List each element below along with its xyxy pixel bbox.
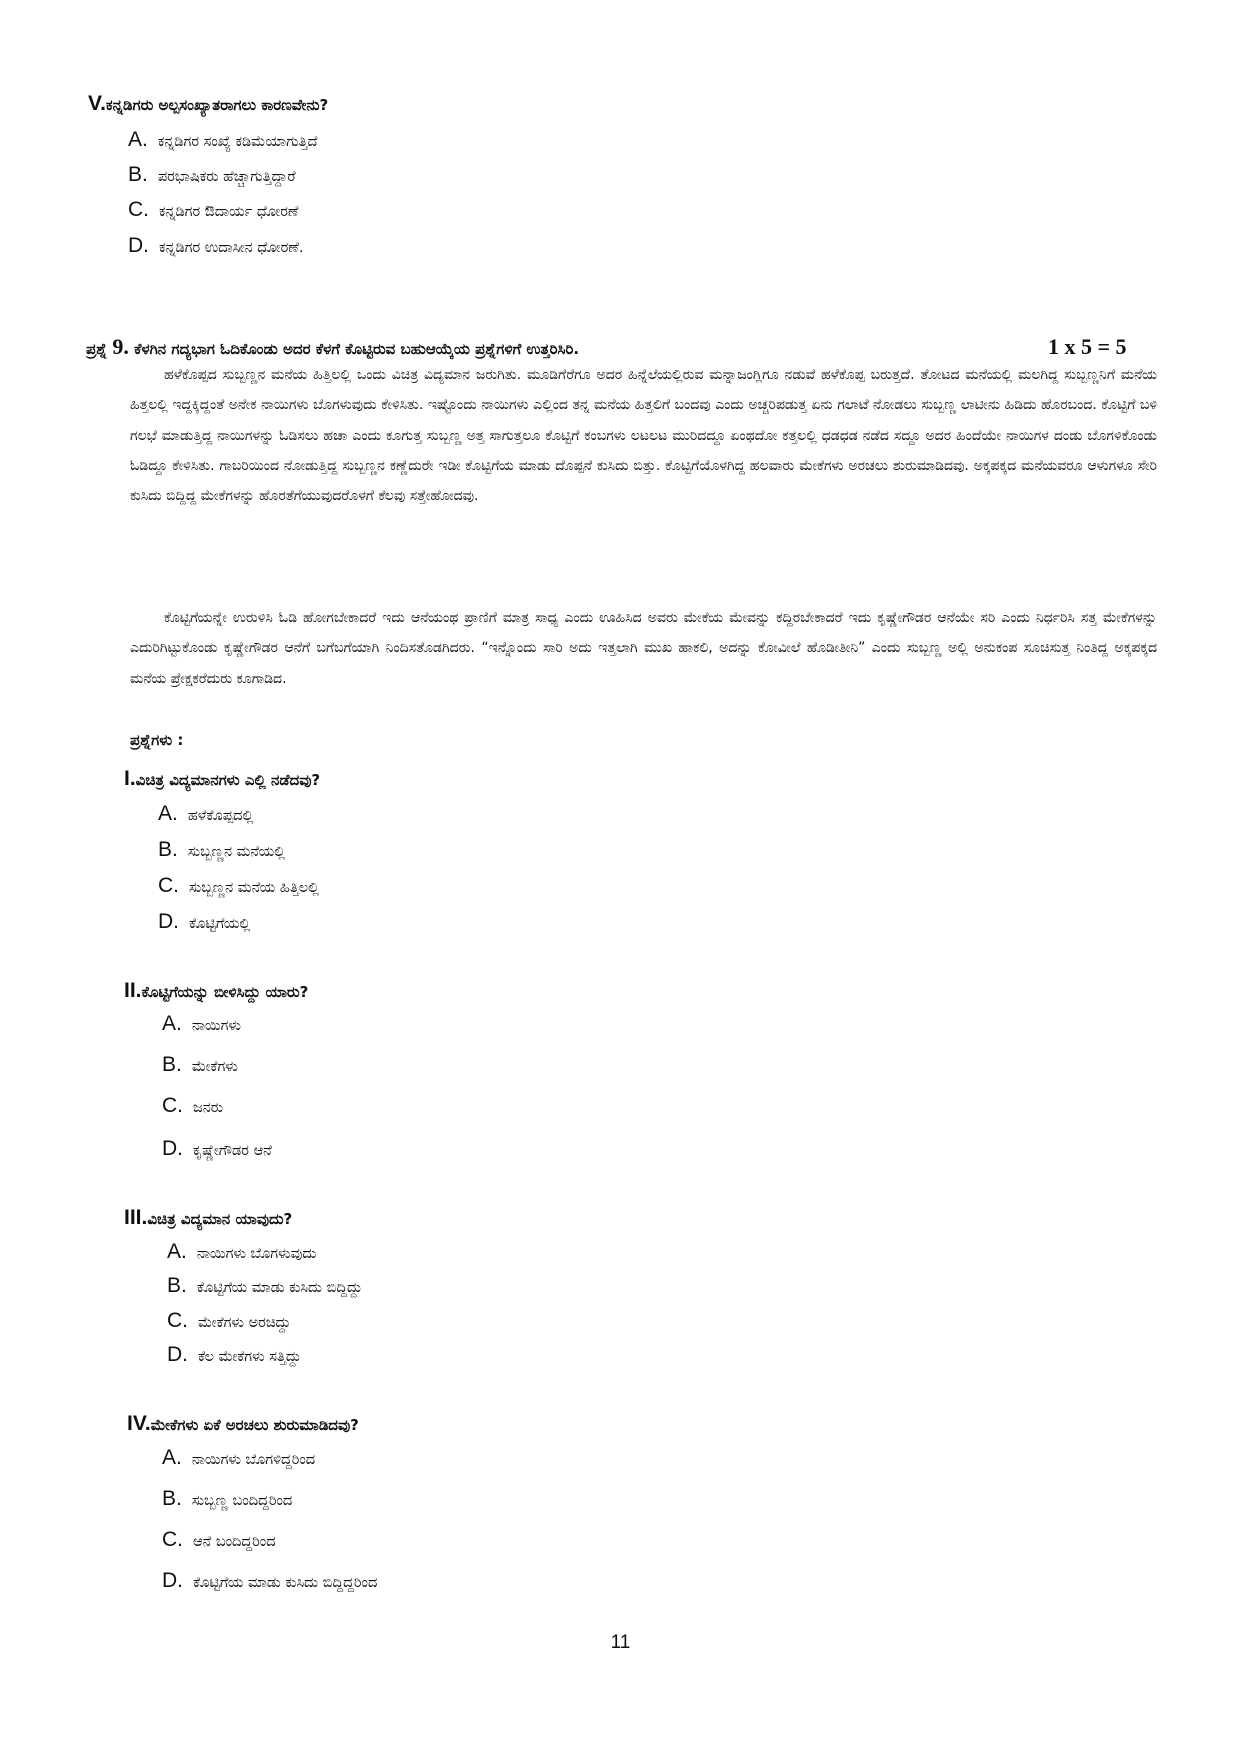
option-letter: C.	[162, 1094, 183, 1117]
option-letter: C.	[158, 874, 179, 897]
option-text: ಕೊಟ್ಟಿಗೆಯಲ್ಲಿ	[189, 916, 251, 932]
question-9-label	[86, 334, 580, 359]
question-text: ಮೇಕೆಗಳು ಏಕೆ ಅರಚಲು ಶುರುಮಾಡಿದವು?	[150, 1416, 359, 1434]
option-text: ಸುಬ್ಬಣ್ಣ ಬಂದಿದ್ದರಿಂದ	[191, 1493, 293, 1509]
option-letter: D.	[162, 1137, 183, 1160]
option-d	[128, 234, 303, 258]
option-text: ಕೃಷ್ಣೇಗೌಡರ ಆನೆ	[193, 1143, 272, 1159]
option-letter: C.	[128, 198, 149, 221]
option-b	[162, 1053, 238, 1077]
option-text: ಮೇಕೆಗಳು ಅರಚಿದ್ದು	[198, 1315, 291, 1331]
option-text: ನಾಯಿಗಳು ಬೊಗಳುವುದು	[196, 1246, 317, 1262]
option-d	[167, 1343, 301, 1367]
marks-scheme: 1 x 5 = 5	[1048, 334, 1127, 359]
option-b	[128, 163, 296, 187]
option-letter: A.	[162, 1012, 182, 1035]
option-letter: D.	[167, 1343, 188, 1366]
option-text: ಸುಬ್ಬಣ್ಣನ ಮನೆಯಲ್ಲಿ	[187, 844, 286, 860]
option-letter: B.	[158, 838, 178, 861]
question-number: I.	[124, 767, 136, 790]
question-text: ಕನ್ನಡಿಗರು ಅಲ್ಪಸಂಖ್ಯಾತರಾಗಲು ಕಾರಣವೇನು?	[105, 96, 329, 114]
option-b	[158, 838, 285, 862]
option-letter: C.	[167, 1309, 188, 1332]
question-number: 9.	[112, 334, 129, 359]
option-letter: A.	[167, 1240, 187, 1263]
option-d	[162, 1137, 272, 1161]
option-text: ಹಳೆಕೊಪ್ಪದಲ್ಲಿ	[187, 808, 254, 824]
option-text: ಕೊಟ್ಟಿಗೆಯ ಮಾಡು ಕುಸಿದು ಬಿದ್ದಿದ್ದು	[196, 1280, 363, 1296]
sub-question-iv-heading	[127, 1412, 359, 1436]
option-letter: D.	[128, 234, 149, 257]
option-text: ಕನ್ನಡಿಗರ ಔದಾರ್ಯ ಧೋರಣೆ	[159, 204, 299, 220]
sub-question-iii-heading	[124, 1206, 292, 1230]
option-text: ಕನ್ನಡಿಗರ ಸಂಖ್ಯೆ ಕಡಿಮೆಯಾಗುತ್ತಿದೆ	[157, 134, 318, 150]
option-a	[162, 1446, 315, 1470]
option-b	[167, 1274, 362, 1298]
option-letter: A.	[162, 1446, 182, 1469]
option-text: ನಾಯಿಗಳು ಬೊಗಳಿದ್ದರಿಂದ	[191, 1452, 316, 1468]
option-text: ಕೊಟ್ಟಿಗೆಯ ಮಾಡು ಕುಸಿದು ಬಿದ್ದಿದ್ದರಿಂದ	[193, 1575, 378, 1591]
option-letter: D.	[162, 1569, 183, 1592]
question-instruction: ಕೆಳಗಿನ ಗದ್ಯಭಾಗ ಓದಿಕೊಂಡು ಅದರ ಕೆಳಗೆ ಕೊಟ್ಟಿರುವ ಬಹುಆಯ್ಕೆಯ ಪ್ರಶ್ನೆಗಳಿಗೆ ಉತ್ತರಿಸಿರಿ.	[134, 340, 580, 358]
option-letter: B.	[167, 1274, 187, 1297]
option-letter: B.	[162, 1487, 182, 1510]
option-d	[158, 910, 250, 934]
question-number: IV.	[127, 1412, 151, 1435]
option-a	[167, 1240, 316, 1264]
option-letter: B.	[162, 1053, 182, 1076]
option-a	[128, 128, 318, 152]
option-letter: A.	[128, 128, 148, 151]
option-a	[158, 802, 253, 826]
option-b	[162, 1487, 292, 1511]
question-word: ಪ್ರಶ್ನೆ	[86, 340, 108, 358]
option-text: ನಾಯಿಗಳು	[191, 1018, 241, 1034]
question-number: II.	[124, 979, 142, 1002]
option-text: ಕನ್ನಡಿಗರ ಉದಾಸೀನ ಧೋರಣೆ.	[159, 240, 304, 256]
option-text: ಕೆಲ ಮೇಕೆಗಳು ಸತ್ತಿದ್ದು	[198, 1349, 302, 1365]
option-c	[162, 1528, 276, 1552]
question-text: ವಿಚಿತ್ರ ವಿದ್ಯಮಾನಗಳು ಎಲ್ಲಿ ನಡೆದವು?	[135, 771, 321, 789]
sub-question-i-heading	[124, 767, 320, 791]
option-text: ಜನರು	[193, 1100, 224, 1116]
question-v-heading	[88, 92, 328, 116]
question-number: III.	[124, 1206, 148, 1229]
option-text: ಮೇಕೆಗಳು	[191, 1059, 238, 1075]
question-text: ವಿಚಿತ್ರ ವಿದ್ಯಮಾನ ಯಾವುದು?	[147, 1210, 293, 1228]
option-c	[128, 198, 298, 222]
option-letter: C.	[162, 1528, 183, 1551]
sub-question-ii-heading	[124, 979, 308, 1003]
question-text: ಕೊಟ್ಟಿಗೆಯನ್ನು ಬೀಳಿಸಿದ್ದು ಯಾರು?	[141, 983, 309, 1001]
option-letter: D.	[158, 910, 179, 933]
option-text: ಪರಭಾಷಿಕರು ಹೆಚ್ಚಾಗುತ್ತಿದ್ದಾರೆ	[157, 169, 296, 185]
option-text: ಆನೆ ಬಂದಿದ್ದರಿಂದ	[193, 1534, 276, 1550]
passage-paragraph-1: ಹಳೆಕೊಪ್ಪದ ಸುಬ್ಬಣ್ಣನ ಮನೆಯ ಹಿತ್ತಿಲಲ್ಲಿ ಒಂದು ವಿಚಿತ್ರ ವಿದ್ಯಮಾನ ಜರುಗಿತು. ಮೂಡಿಗೆರೆಗೂ ಅದರ ಹಿನ್ನೆಲೆಯಲ್ಲಿರುವ ಮನ್ನಾಜಂಗ್ಲಿಗೂ ನಡುವೆ ಹಳೆಕೊಪ್ಪ ಬರುತ್ತದೆ. ತೋಟದ ಮನೆಯಲ್ಲಿ ಮಲಗಿದ್ದ ಸುಬ್ಬಣ್ಣನಿಗೆ ಮನೆಯ ಹಿತ್ತಲಲ್ಲಿ ಇದ್ದಕ್ಕಿದ್ದಂತೆ ಅನೇಕ ನಾಯಿಗಳು ಬೊಗಳುವುದು ಕೇಳಿಸಿತು. ಇಷ್ಟೊಂದು ನಾಯಿಗಳು ಎಲ್ಲಿಂದ ತನ್ನ ಮನೆಯ ಹಿತ್ತಲಿಗೆ ಬಂದವು ಎಂದು ಅಚ್ಚರಿಪಡುತ್ತ ಏನು ಗಲಾಟೆ ನೋಡಲು ಸುಬ್ಬಣ್ಣ ಲಾಟೀನು ಹಿಡಿದು ಹೊರಬಂದ. ಕೊಟ್ಟಿಗೆ ಬಳಿ ಗಲಭೆ ಮಾಡುತ್ತಿದ್ದ ನಾಯಿಗಳನ್ನು ಓಡಿಸಲು ಹಚಾ ಎಂದು ಕೂಗುತ್ತ ಸುಬ್ಬಣ್ಣ ಅತ್ತ ಸಾಗುತ್ತಲೂ ಕೊಟ್ಟಿಗೆ ಕಂಬಗಳು ಲಟಲಟ ಮುರಿದದ್ದೂ ಏಂಥದೋ ಕತ್ತಲಲ್ಲಿ ಧಡಧಡ ನಡೆದ ಸದ್ದೂ ಅದರ ಹಿಂದೆಯೇ ನಾಯಿಗಳ ದಂಡು ಬೊಗಳಿಕೊಂಡು ಓಡಿದ್ದೂ ಕೇಳಿಸಿತು. ಗಾಬರಿಯಿಂದ ನೋಡುತ್ತಿದ್ದ ಸುಬ್ಬಣ್ಣನ ಕಣ್ಣೆದುರೇ ಇಡೀ ಕೊಟ್ಟಿಗೆಯ ಮಾಡು ದೊಪ್ಪನೆ ಕುಸಿದು ಬಿತ್ತು. ಕೊಟ್ಟಿಗೆಯೊಳಗಿದ್ದ ಹಲವಾರು ಮೇಕೆಗಳು ಅರಚಲು ಶುರುಮಾಡಿದವು. ಅಕ್ಕಪಕ್ಕದ ಮನೆಯವರೂ ಆಳುಗಳೂ ಸೇರಿ ಕುಸಿದು ಬಿದ್ದಿದ್ದ ಮೇಕೆಗಳನ್ನು ಹೊರತೆಗೆಯುವುದರೊಳಗೆ ಕೆಲವು ಸತ್ತೇಹೋದವು.	[130, 367, 1157, 505]
option-text: ಸುಬ್ಬಣ್ಣನ ಮನೆಯ ಹಿತ್ತಿಲಲ್ಲಿ	[189, 880, 320, 896]
option-d	[162, 1569, 377, 1593]
option-a	[162, 1012, 241, 1036]
option-letter: B.	[128, 163, 148, 186]
page-number: 11	[610, 1632, 631, 1653]
option-c	[158, 874, 319, 898]
passage-paragraph-2: ಕೊಟ್ಟಿಗೆಯನ್ನೇ ಉರುಳಿಸಿ ಓಡಿ ಹೋಗಬೇಕಾದರೆ ಇದು ಆನೆಯಂಥ ಪ್ರಾಣಿಗೆ ಮಾತ್ರ ಸಾಧ್ಯ ಎಂದು ಊಹಿಸಿದ ಅವರು ಮೇಕೆಯ ಮೇವನ್ನು ಕದ್ದಿರಬೇಕಾದರೆ ಇದು ಕೃಷ್ಣೇಗೌಡರ ಆನೆಯೇ ಸರಿ ಎಂದು ನಿರ್ಧರಿಸಿ ಸತ್ತ ಮೇಕೆಗಳನ್ನು ಎದುರಿಗಿಟ್ಟುಕೊಂಡು ಕೃಷ್ಣೇಗೌಡರ ಆನೆಗೆ ಬಗೆಬಗೆಯಾಗಿ ನಿಂದಿಸತೊಡಗಿದರು. “ಇನ್ನೊಂದು ಸಾರಿ ಅದು ಇತ್ತಲಾಗಿ ಮುಖ ಹಾಕಲಿ, ಅದನ್ನು ಕೋವೀಲೆ ಹೊಡೀತೀನಿ” ಎಂದು ಸುಬ್ಬಣ್ಣ ಅಲ್ಲಿ ಅನುಕಂಪ ಸೂಚಿಸುತ್ತ ನಿಂತಿದ್ದ ಅಕ್ಕಪಕ್ಕದ ಮನೆಯ ಪ್ರೇಕ್ಷಕರೆದುರು ಕೂಗಾಡಿದ.	[130, 610, 1157, 687]
question-number: V.	[88, 92, 106, 115]
option-c	[167, 1309, 291, 1333]
option-c	[162, 1094, 223, 1118]
option-letter: A.	[158, 802, 178, 825]
question-9-heading	[86, 334, 1156, 360]
questions-label: ಪ್ರಶ್ನೆಗಳು :	[130, 731, 184, 749]
